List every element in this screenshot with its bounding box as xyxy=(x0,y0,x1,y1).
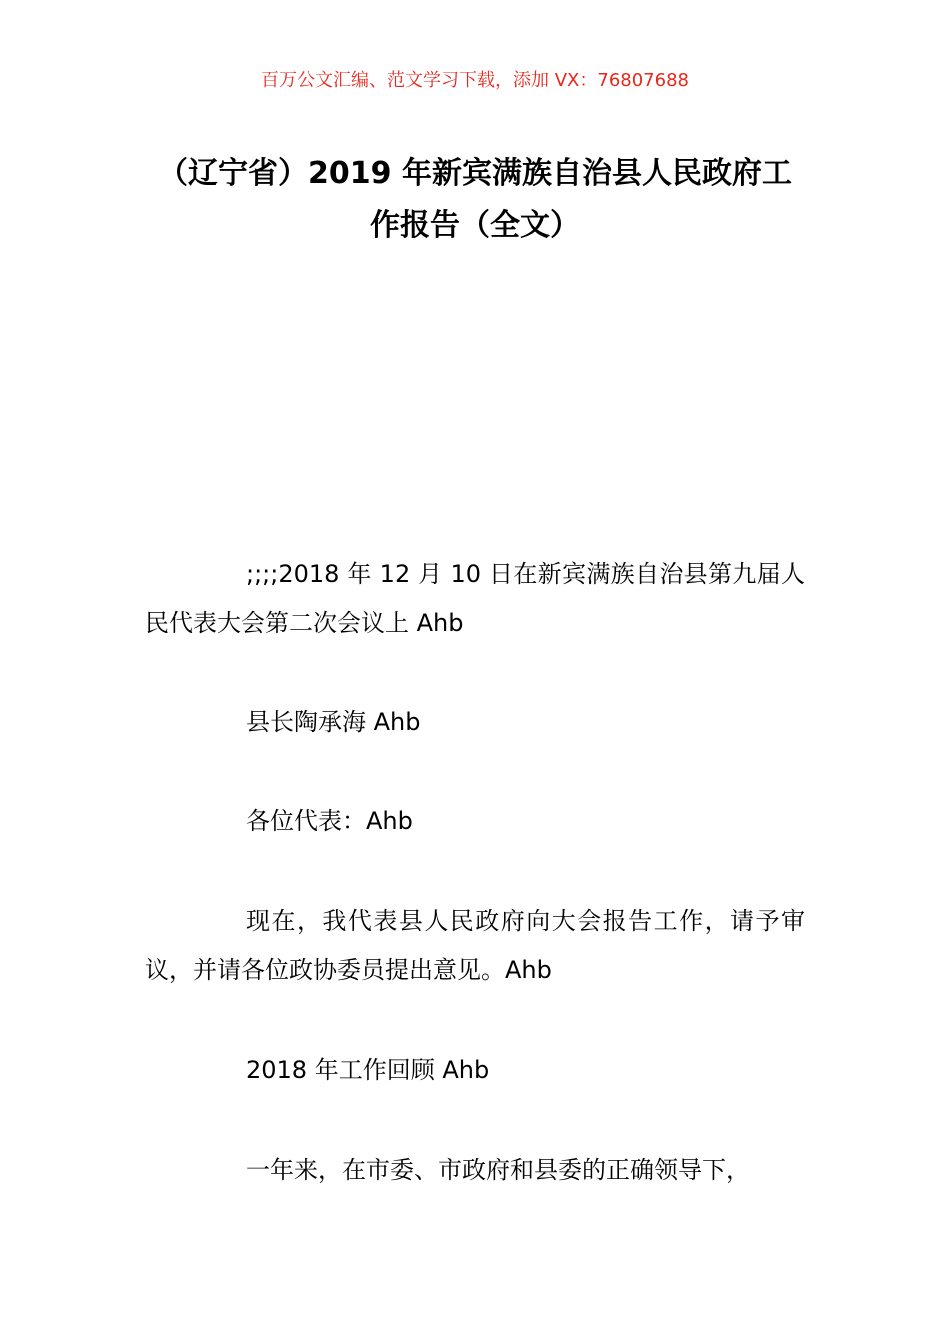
meeting-info-paragraph: ;;;;2018 年 12 月 10 日在新宾满族自治县第九届人民代表大会第二次会议上 Ahb xyxy=(145,560,805,637)
document-title: （辽宁省）2019 年新宾满族自治县人民政府工作报告（全文） xyxy=(158,156,792,243)
body-paragraph: 一年来，在市委、市政府和县委的正确领导下， xyxy=(246,1156,750,1184)
salutation-paragraph: 各位代表：Ahb xyxy=(246,807,413,835)
speaker-paragraph: 县长陶承海 Ahb xyxy=(246,708,421,736)
intro-paragraph: 现在，我代表县人民政府向大会报告工作，请予审议，并请各位政协委员提出意见。Ahb xyxy=(145,907,805,984)
header-note: 百万公文汇编、范文学习下载，添加 VX：76807688 xyxy=(261,70,689,91)
section-heading-paragraph: 2018 年工作回顾 Ahb xyxy=(246,1056,490,1084)
